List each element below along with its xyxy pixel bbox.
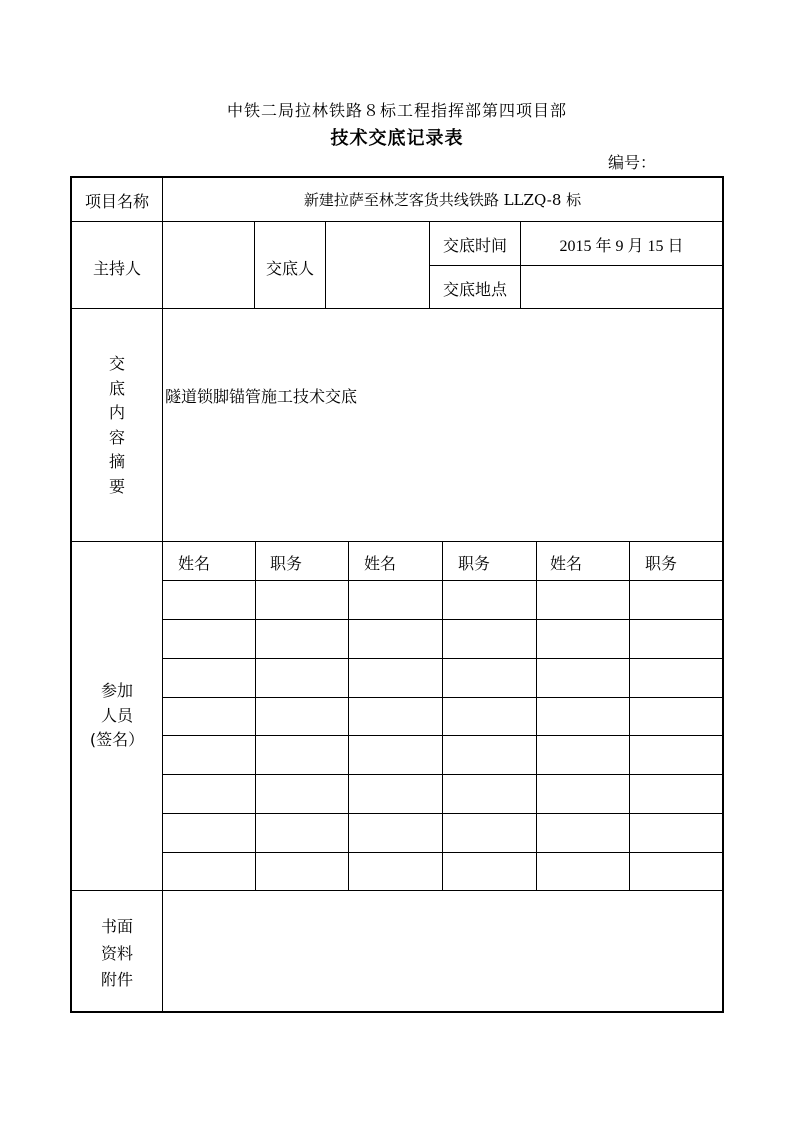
participant-role-cell[interactable] xyxy=(630,862,722,882)
summary-label xyxy=(72,352,162,499)
participant-name-cell[interactable] xyxy=(349,590,442,610)
participant-name-cell[interactable] xyxy=(537,707,629,727)
briefing-place-label: 交底地点 xyxy=(442,280,507,299)
form-title: 技术交底记录表 xyxy=(330,128,464,149)
participant-name-cell[interactable] xyxy=(163,784,255,804)
participant-name-cell[interactable] xyxy=(537,823,629,843)
participant-name-cell[interactable] xyxy=(349,707,442,727)
participant-name-cell[interactable] xyxy=(163,823,255,843)
summary-label-char: 底 xyxy=(108,378,125,398)
participant-role-cell[interactable] xyxy=(443,862,536,882)
participant-name-cell[interactable] xyxy=(537,590,629,610)
participant-name-cell[interactable] xyxy=(349,629,442,649)
host-label: 主持人 xyxy=(92,259,141,278)
participant-name-cell[interactable] xyxy=(349,784,442,804)
attachments-label-line: 资料 xyxy=(100,943,133,963)
participant-role-cell[interactable] xyxy=(256,707,348,727)
participant-role-cell[interactable] xyxy=(630,668,722,688)
participant-name-cell[interactable] xyxy=(163,668,255,688)
participant-role-cell[interactable] xyxy=(443,823,536,843)
participant-role-header: 职务 xyxy=(645,554,678,573)
attachments-label-line: 附件 xyxy=(100,970,133,989)
serial-number-label: 编号： xyxy=(608,153,657,172)
participant-name-cell[interactable] xyxy=(349,668,442,688)
summary-label-char: 容 xyxy=(108,427,125,447)
participant-role-cell[interactable] xyxy=(256,823,348,843)
participant-name-cell[interactable] xyxy=(349,862,442,882)
participant-name-cell[interactable] xyxy=(163,745,255,765)
participant-role-cell[interactable] xyxy=(256,590,348,610)
summary-label-char: 内 xyxy=(108,403,125,422)
summary-value[interactable]: 隧道锁脚锚管施工技术交底 xyxy=(165,387,358,406)
briefing-time-value[interactable]: 2015 年 9 月 15 日 xyxy=(559,238,684,255)
summary-label-char: 交 xyxy=(108,354,125,373)
participant-role-cell[interactable] xyxy=(443,668,536,688)
participant-name-cell[interactable] xyxy=(163,590,255,610)
participant-role-cell[interactable] xyxy=(630,707,722,727)
participant-role-cell[interactable] xyxy=(256,668,348,688)
participant-name-cell[interactable] xyxy=(349,823,442,843)
participant-role-cell[interactable] xyxy=(630,590,722,610)
participant-name-cell[interactable] xyxy=(537,668,629,688)
participants-label-line: 参加 xyxy=(100,681,133,700)
participant-name-cell[interactable] xyxy=(163,707,255,727)
participant-role-cell[interactable] xyxy=(630,784,722,804)
summary-label-char: 摘 xyxy=(108,452,125,471)
participant-role-cell[interactable] xyxy=(256,745,348,765)
participant-name-cell[interactable] xyxy=(537,745,629,765)
participant-name-cell[interactable] xyxy=(163,862,255,882)
participant-role-cell[interactable] xyxy=(443,707,536,727)
participant-name-cell[interactable] xyxy=(537,784,629,804)
participant-name-cell[interactable] xyxy=(349,745,442,765)
participant-role-cell[interactable] xyxy=(443,590,536,610)
participant-role-cell[interactable] xyxy=(630,823,722,843)
participant-name-cell[interactable] xyxy=(537,862,629,882)
participant-role-cell[interactable] xyxy=(443,784,536,804)
participant-name-cell[interactable] xyxy=(163,629,255,649)
participant-role-cell[interactable] xyxy=(443,629,536,649)
participant-role-header: 职务 xyxy=(458,554,491,573)
participant-role-cell[interactable] xyxy=(630,745,722,765)
organization-name: 中铁二局拉林铁路８标工程指挥部第四项目部 xyxy=(226,101,567,120)
participants-label xyxy=(72,679,162,753)
participant-name-header: 姓名 xyxy=(550,554,583,573)
participants-label-line: (签名） xyxy=(89,730,145,749)
participant-role-cell[interactable] xyxy=(256,784,348,804)
attachments-label-line: 书面 xyxy=(100,917,133,936)
presenter-label: 交底人 xyxy=(265,259,314,278)
participant-role-cell[interactable] xyxy=(256,862,348,882)
participant-name-header: 姓名 xyxy=(364,554,397,573)
participant-name-cell[interactable] xyxy=(537,629,629,649)
participant-role-cell[interactable] xyxy=(256,629,348,649)
project-name-value: 新建拉萨至林芝客货共线铁路 LLZQ-8 标 xyxy=(303,191,582,209)
participant-role-header: 职务 xyxy=(270,554,303,573)
participants-label-line: 人员 xyxy=(100,705,133,725)
summary-label-char: 要 xyxy=(108,476,125,496)
participant-role-cell[interactable] xyxy=(443,745,536,765)
participant-name-header: 姓名 xyxy=(178,554,211,573)
participant-role-cell[interactable] xyxy=(630,629,722,649)
briefing-time-label: 交底时间 xyxy=(442,236,507,255)
project-name-label: 项目名称 xyxy=(84,192,149,211)
attachments-label xyxy=(72,914,162,994)
